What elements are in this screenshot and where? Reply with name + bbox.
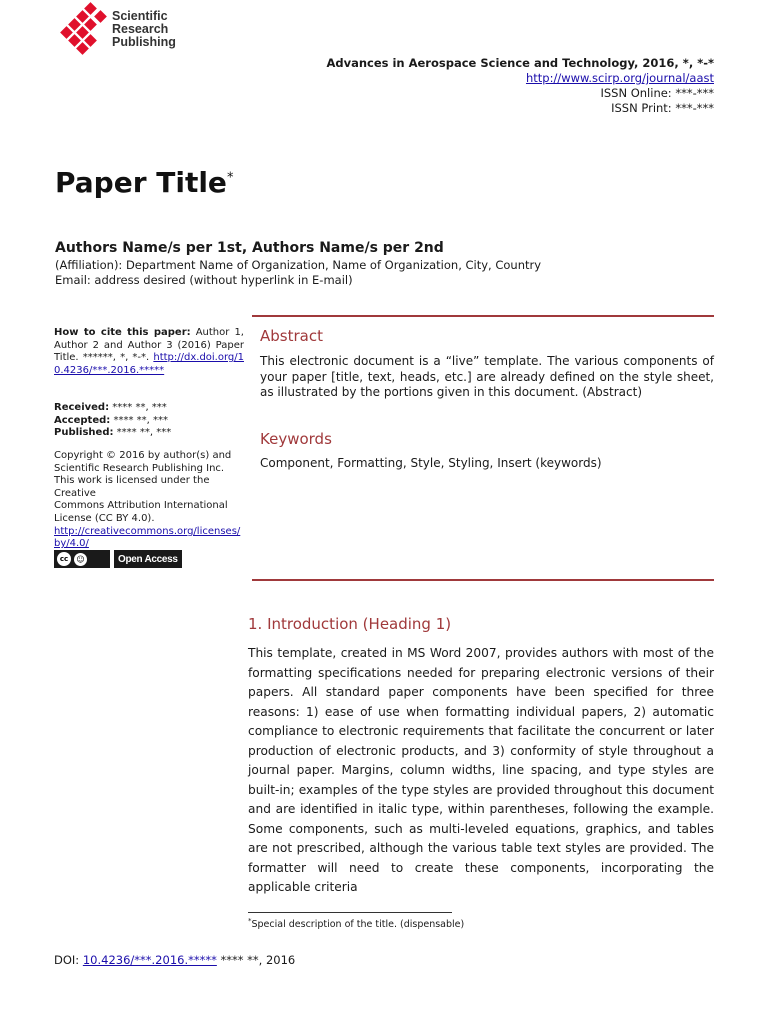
journal-header	[326, 56, 714, 116]
cite-block	[54, 327, 244, 377]
abstract-text: This electronic document is a “live” template. The various components of your paper [title, text, heads, etc.] are already defined on the style sheet, as illustrated by the portions given in this document. (Abstract)	[260, 354, 714, 399]
email: Email: address desired (without hyperlink in E-mail)	[55, 273, 353, 287]
introduction-text: This template, created in MS Word 2007, provides authors with most of the formatting specifications needed for preparing electronic versions of their papers. All standard paper components have been specified for three reasons: 1) ease of use when formatting individual papers, 2) automatic compliance to electronic requirements that facilitate the concurrent or later production of electronic products, and 3) conformity of style throughout a journal paper. Margins, column widths, line spacing, and type styles are built-in; examples of the type styles are provided throughout this document and are identified in italic type, within parentheses, following the example. Some components, such as multi-leveled equations, graphics, and tables are not prescribed, although the various table text styles are provided. The formatter will need to create these components, incorporating the applicable criteria	[248, 646, 714, 894]
footer-doi	[54, 953, 295, 967]
published-label: Published:	[54, 427, 114, 439]
issn-print: ISSN Print: ***-***	[611, 101, 714, 115]
issn-online: ISSN Online: ***-***	[600, 86, 714, 100]
publisher-name-line2: Research	[112, 22, 169, 36]
footnote-mark: *	[248, 917, 252, 925]
license-link[interactable]: http://creativecommons.org/licenses/by/4.0/	[54, 525, 241, 550]
copyright-line-1: Copyright © 2016 by author(s) and Scientific Research Publishing Inc.	[54, 450, 232, 474]
copyright-line-2: This work is licensed under the Creative	[54, 475, 210, 499]
footnote-rule	[248, 912, 452, 913]
authors: Authors Name/s per 1st, Authors Name/s per 2nd	[55, 240, 444, 256]
published-value: **** **, ***	[116, 427, 172, 439]
dates-block	[54, 402, 244, 440]
paper-title-text: Paper Title	[55, 166, 227, 199]
keywords-heading: Keywords	[260, 430, 332, 448]
footer-date: **** **, 2016	[220, 953, 296, 967]
abstract-heading: Abstract	[260, 327, 323, 345]
footnote-text: Special description of the title. (dispensable)	[251, 919, 465, 931]
cc-by-badge[interactable]	[54, 550, 110, 568]
cc-icon: cc	[57, 552, 71, 566]
affiliation: (Affiliation): Department Name of Organization, Name of Organization, City, Country	[55, 258, 542, 272]
license-badges	[54, 550, 182, 568]
publisher-name-line3: Publishing	[112, 35, 176, 49]
cite-doi-link[interactable]: http://dx.doi.org/10.4236/***.2016.*****	[54, 352, 244, 376]
accepted-value: **** **, ***	[113, 414, 168, 426]
affiliation-block	[55, 258, 541, 288]
keywords-text: Component, Formatting, Style, Styling, Insert (keywords)	[260, 456, 602, 470]
publisher-name	[112, 10, 176, 49]
footnote	[248, 917, 464, 930]
journal-url-link[interactable]: http://www.scirp.org/journal/aast	[525, 71, 714, 85]
doi-link[interactable]: 10.4236/***.2016.*****	[82, 953, 217, 967]
received-value: **** **, ***	[112, 402, 167, 413]
journal-name: Advances in Aerospace Science and Technology, 2016, *, *-*	[326, 56, 714, 70]
abstract-top-rule	[252, 315, 714, 317]
person-icon: ☺	[74, 553, 87, 566]
open-access-badge[interactable]: Open Access	[114, 550, 182, 568]
copyright-line-3: Commons Attribution International License (CC BY 4.0).	[54, 500, 228, 524]
publisher-name-line1: Scientific	[112, 9, 168, 23]
paper-title	[55, 166, 233, 199]
doi-label: DOI:	[54, 953, 80, 967]
received-label: Received:	[54, 402, 110, 413]
abstract-bottom-rule	[252, 579, 714, 581]
title-footnote-mark: *	[226, 170, 234, 186]
accepted-label: Accepted:	[54, 414, 111, 426]
publisher-logo-icon	[56, 2, 108, 58]
cite-text: Author 1, Author 2 and Author 3 (2016) Paper Title. ******, *, *-*.	[54, 327, 244, 364]
cite-label: How to cite this paper:	[54, 327, 191, 338]
copyright-block	[54, 450, 244, 551]
section-heading-introduction: 1. Introduction (Heading 1)	[248, 615, 452, 633]
